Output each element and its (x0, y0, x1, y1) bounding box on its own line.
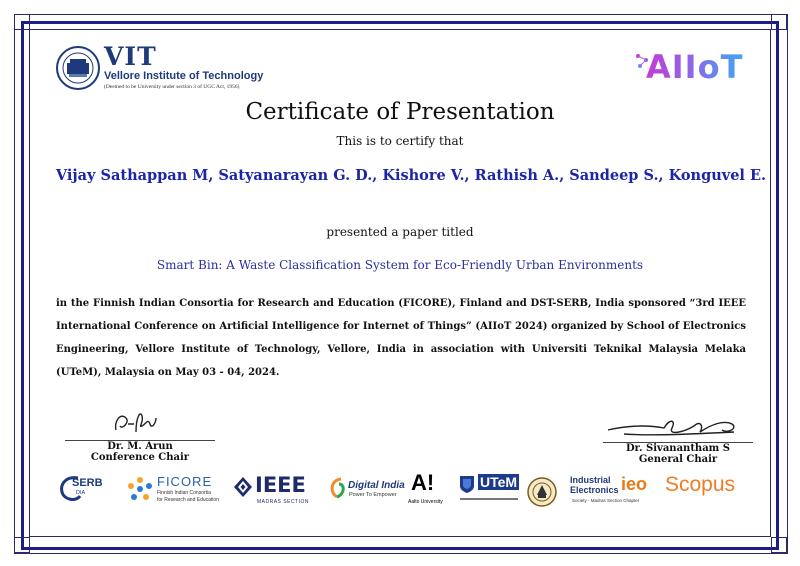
digital-india-swirl-icon (327, 476, 347, 500)
certify-line: This is to certify that (336, 134, 464, 148)
vit-deemed-note: (Deemed to be University under section 3 of UGC Act, 1956) (104, 84, 240, 90)
electronics-text: Electronics (570, 485, 619, 495)
ieee-text: IEEE (255, 473, 306, 497)
corner-top-left (14, 14, 30, 30)
aiiot-logo (646, 48, 743, 86)
paper-title: Smart Bin: A Waste Classification System for Eco-Friendly Urban Environments (156, 258, 644, 272)
aalto-subtext: Aalto University (408, 499, 443, 505)
ficore-star-icon (127, 476, 153, 502)
digital-india-logo (327, 470, 405, 510)
university-seal-icon (527, 472, 557, 512)
ieee-logo (233, 470, 318, 510)
scopus-logo (665, 470, 750, 510)
sponsor-logos (55, 470, 755, 510)
aalto-logo (408, 470, 453, 510)
utem-logo (458, 470, 520, 510)
vit-emblem-icon (55, 45, 101, 91)
serb-logo (58, 470, 116, 510)
utem-emblem-icon (458, 474, 476, 494)
serb-text: SERB (72, 477, 103, 489)
aalto-text: A! (411, 470, 435, 495)
ieee-subtext: MADRAS SECTION (257, 499, 310, 505)
corner-top-right (771, 14, 787, 30)
ficore-subtext-1: Finnish Indian Consortia (157, 490, 211, 496)
industrial-electronics-logo (570, 470, 655, 510)
signatory-right-role: General Chair (638, 454, 718, 465)
serb-subtext: DIA (76, 490, 86, 496)
utem-text: UTeM (480, 474, 518, 490)
digital-india-text: Digital India (348, 480, 405, 491)
ficore-text: FICORE (157, 474, 213, 489)
vit-acronym: VIT (104, 42, 157, 71)
utem-subtext-lines (460, 498, 518, 500)
aiiot-logo-text: AIIoT (646, 48, 744, 86)
ficore-logo (127, 470, 227, 510)
ies-subtext: Society - Madras Section Chapter (572, 498, 640, 503)
certificate-body: in the Finnish Indian Consortia for Research and Education (FICORE), Finland and DST-SERB, India sponsored “3rd IEEE International Conference on Artificial Intelligence for Internet of Things” (AIIoT 2024) organized by School of Electronics Engineering, Vellore Institute of Technology, Vellore, India in association with Universiti Teknikal Malaysia Melaka (UTeM), Malaysia on May 03 - 04, 2024. (56, 298, 746, 378)
signature-right-icon (604, 410, 744, 440)
signature-left-icon (110, 404, 160, 438)
signatory-conference-chair (65, 440, 215, 463)
ies-badge-text: ieo (621, 474, 648, 494)
certificate-title: Certificate of Presentation (245, 99, 555, 125)
signatory-left-role: Conference Chair (90, 452, 190, 463)
author-names: Vijay Sathappan M, Satyanarayan G. D., Kishore V., Rathish A., Sandeep S., Konguvel E. (55, 167, 767, 184)
ieee-diamond-icon (233, 476, 253, 498)
industrial-text: Industrial (570, 475, 611, 485)
vit-full-name: Vellore Institute of Technology (104, 70, 264, 82)
corner-bottom-right (771, 537, 787, 553)
signatory-left-name: Dr. M. Arun (107, 441, 173, 452)
corner-bottom-left (14, 537, 30, 553)
signatory-general-chair (603, 442, 753, 465)
presented-line: presented a paper titled (326, 225, 474, 239)
scopus-text: Scopus (665, 473, 736, 496)
ficore-subtext-2: for Research and Education (157, 497, 219, 503)
signatory-right-name: Dr. Sivanantham S (626, 443, 730, 454)
digital-india-subtext: Power To Empower (349, 492, 397, 498)
